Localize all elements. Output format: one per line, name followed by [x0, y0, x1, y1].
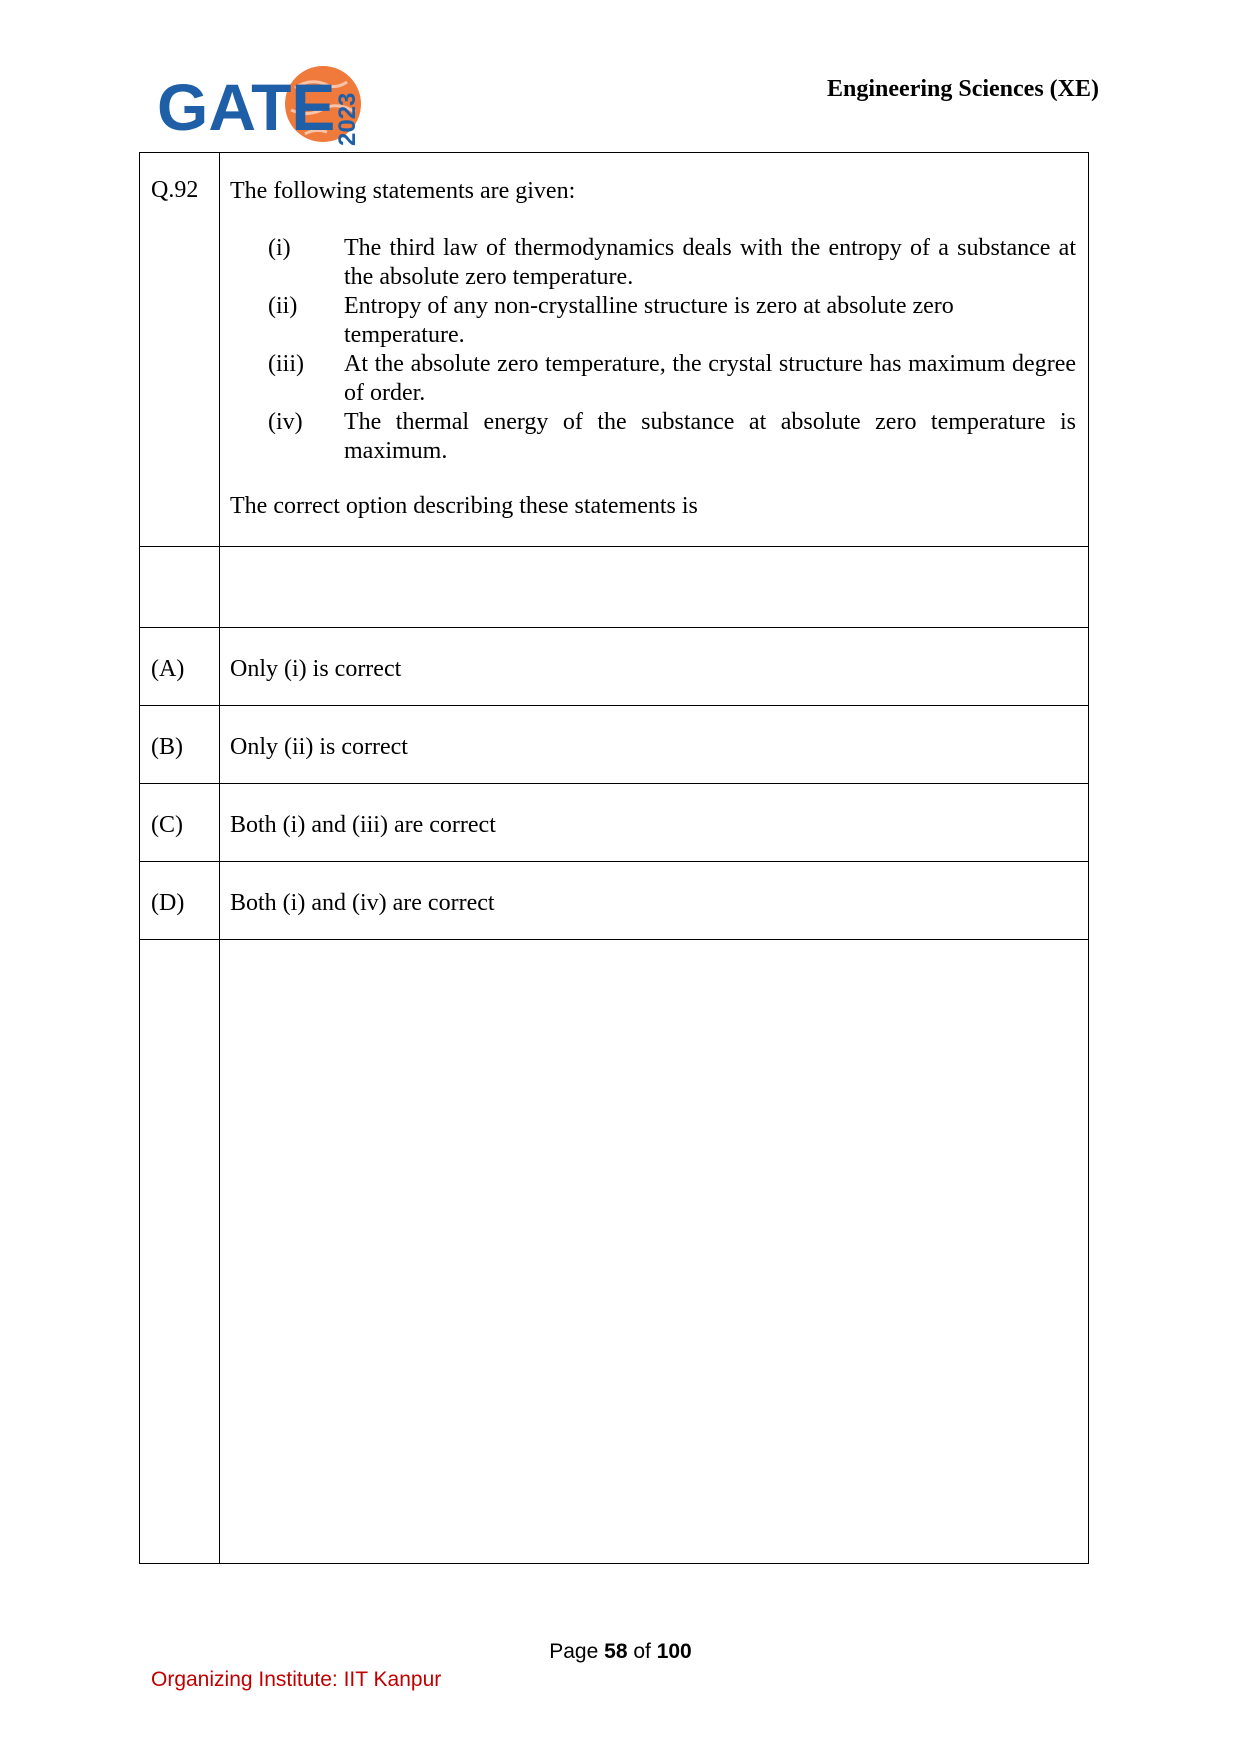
- question-table: [139, 152, 1089, 1564]
- question-closing: The correct option describing these statements is: [230, 493, 698, 519]
- statement-item: [268, 408, 1076, 466]
- statement-item: [268, 350, 1076, 408]
- option-label: (C): [140, 784, 220, 862]
- question-lead: The following statements are given:: [230, 178, 576, 204]
- statement-numeral: (i): [268, 235, 291, 261]
- empty-cell: [140, 940, 220, 1564]
- subject-title: Engineering Sciences (XE): [827, 76, 1099, 102]
- blank-cell: [220, 547, 1089, 628]
- question-body: [220, 153, 1089, 547]
- option-row-c: [140, 784, 1089, 862]
- option-text: Only (ii) is correct: [220, 706, 1089, 784]
- empty-cell: [220, 940, 1089, 1564]
- statement-item: [268, 234, 1076, 292]
- statement-numeral: (iv): [268, 409, 303, 435]
- statement-text: Entropy of any non-crystalline structure is zero at absolute zero temperature.: [344, 293, 954, 348]
- blank-cell: [140, 547, 220, 628]
- option-row-a: [140, 628, 1089, 706]
- option-row-b: [140, 706, 1089, 784]
- logo-year-text: 2023: [334, 92, 361, 146]
- page-prefix: Page: [549, 1640, 599, 1663]
- option-label: (A): [140, 628, 220, 706]
- question-row: [140, 153, 1089, 547]
- statement-text: At the absolute zero temperature, the crystal structure has maximum degree of order.: [344, 351, 1076, 406]
- page-of: of: [633, 1640, 651, 1663]
- statement-text: The thermal energy of the substance at absolute zero temperature is maximum.: [344, 409, 1076, 464]
- gate-2023-logo: [155, 60, 375, 146]
- option-text: Only (i) is correct: [220, 628, 1089, 706]
- option-row-d: [140, 862, 1089, 940]
- statement-numeral: (iii): [268, 351, 304, 377]
- option-text: Both (i) and (iii) are correct: [220, 784, 1089, 862]
- organizing-institute: Organizing Institute: IIT Kanpur: [151, 1668, 442, 1691]
- statement-numeral: (ii): [268, 293, 298, 319]
- statement-text: The third law of thermodynamics deals with the entropy of a substance at the absolute zero temperature.: [344, 235, 1076, 290]
- page-total: 100: [656, 1640, 692, 1663]
- page-current: 58: [604, 1640, 628, 1663]
- logo-gate-text: GATE: [157, 70, 336, 144]
- question-number: Q.92: [140, 153, 220, 547]
- gate-logo-graphic: [155, 60, 375, 146]
- option-label: (B): [140, 706, 220, 784]
- option-text: Both (i) and (iv) are correct: [220, 862, 1089, 940]
- statement-item: [268, 292, 1076, 350]
- page-number: [0, 1640, 1241, 1664]
- blank-row: [140, 547, 1089, 628]
- option-label: (D): [140, 862, 220, 940]
- empty-answer-row: [140, 940, 1089, 1564]
- statement-list: [268, 234, 1076, 466]
